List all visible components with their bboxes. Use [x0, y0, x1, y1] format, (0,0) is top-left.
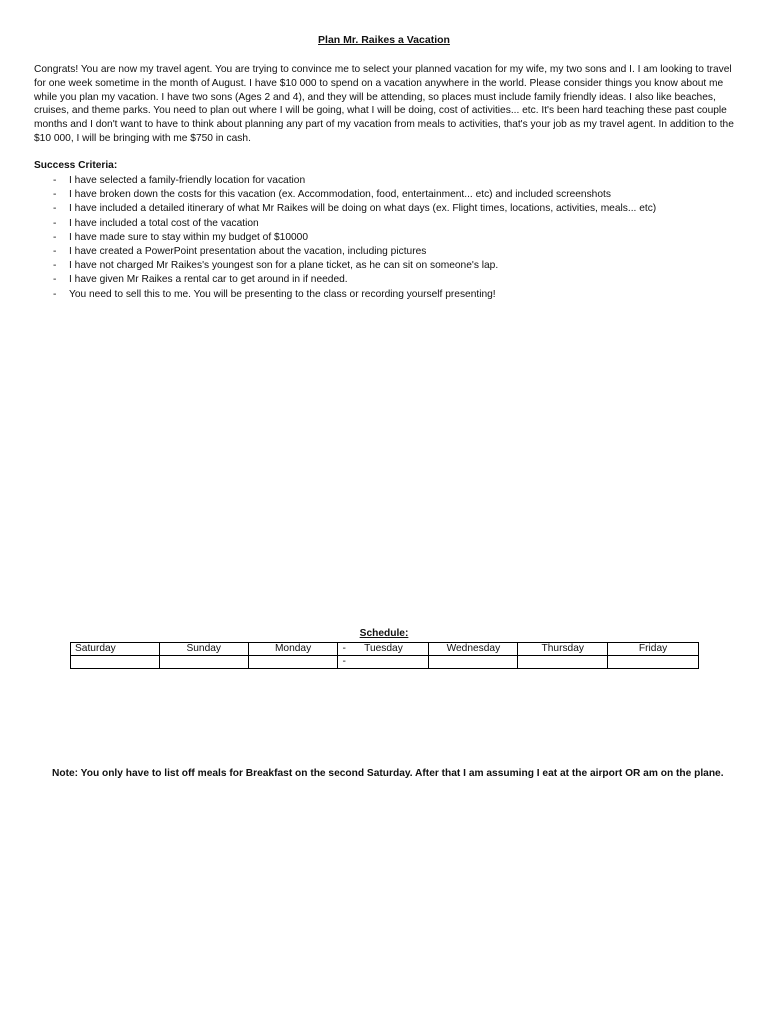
schedule-cell-thursday[interactable] — [518, 656, 608, 669]
list-item-text: You need to sell this to me. You will be presenting to the class or recording yourself presenting! — [69, 288, 496, 300]
list-item-text: I have created a PowerPoint presentation about the vacation, including pictures — [69, 246, 427, 258]
schedule-cell-friday[interactable] — [608, 656, 699, 669]
schedule-cell-tuesday[interactable] — [338, 656, 429, 669]
list-item-text: I have included a detailed itinerary of what Mr Raikes will be doing on what days (ex. Flight times, locations, activities, meals... etc) — [69, 203, 657, 215]
bullet-dash: - — [53, 203, 57, 215]
schedule-header-monday: Monday — [248, 643, 338, 656]
list-item — [34, 259, 656, 273]
list-item — [34, 174, 656, 188]
schedule-header-thursday: Thursday — [518, 643, 608, 656]
list-item-text: I have given Mr Raikes a rental car to get around in if needed. — [69, 274, 348, 286]
schedule-heading: Schedule: — [359, 628, 409, 639]
table-row — [71, 643, 699, 656]
bullet-dash: - — [53, 288, 57, 300]
list-item — [34, 188, 656, 202]
list-item — [34, 288, 656, 302]
list-item — [34, 273, 656, 287]
schedule-header-wednesday: Wednesday — [429, 643, 518, 656]
schedule-cell-sunday[interactable] — [159, 656, 248, 669]
bullet-dash: - — [53, 231, 57, 243]
list-item — [34, 231, 656, 245]
schedule-cell-monday[interactable] — [248, 656, 338, 669]
tuesday-label: Tuesday — [364, 643, 403, 654]
list-item-text: I have broken down the costs for this vacation (ex. Accommodation, food, entertainment... etc) and included screenshots — [69, 189, 611, 201]
list-item — [34, 202, 656, 216]
schedule-header-saturday: Saturday — [71, 643, 160, 656]
list-item-text: I have included a total cost of the vacation — [69, 217, 259, 229]
table-row — [71, 656, 699, 669]
list-item-text: I have made sure to stay within my budget of $10000 — [69, 231, 308, 243]
schedule-header-friday: Friday — [608, 643, 699, 656]
note-paragraph: Note: You only have to list off meals for Breakfast on the second Saturday. After that I am assuming I eat at the airport OR am on the plane. — [52, 768, 724, 779]
schedule-cell-wednesday[interactable] — [429, 656, 518, 669]
intro-paragraph: Congrats! You are now my travel agent. You are trying to convince me to select your planned vacation for my wife, my two sons and I. I am looking to travel for one week sometime in the month of August. I have $10 000 to spend on a vacation anywhere in the world. Please consider things you know about me while you plan my vacation. I have two sons (Ages 2 and 4), and they will be attending, so places must include family friendly ideas. I also like beaches, cruises, and theme parks. You need to plan out where I will be going, what I will be doing, cost of activities... etc. It's been hard teaching these past couple months and I don't want to have to think about planning any part of my vacation from meals to activities, that's your job as my travel agent. In addition to the $10 000, I will be bringing with me $750 in cash. — [34, 64, 734, 144]
bullet-dash: - — [53, 246, 57, 258]
success-criteria-heading: Success Criteria: — [34, 160, 118, 171]
list-item — [34, 217, 656, 231]
tuesday-dash: - — [342, 643, 346, 654]
list-item — [34, 245, 656, 259]
bullet-dash: - — [53, 217, 57, 229]
bullet-dash: - — [53, 274, 57, 286]
success-criteria-list — [34, 174, 656, 302]
bullet-dash: - — [53, 260, 57, 272]
schedule-header-tuesday — [338, 643, 429, 656]
bullet-dash: - — [53, 189, 57, 201]
bullet-dash: - — [53, 175, 57, 186]
schedule-header-sunday: Sunday — [159, 643, 248, 656]
schedule-table — [70, 642, 699, 669]
schedule-cell-saturday[interactable] — [71, 656, 160, 669]
list-item-text: I have not charged Mr Raikes's youngest son for a plane ticket, as he can sit on someone's lap. — [69, 260, 499, 272]
page-title: Plan Mr. Raikes a Vacation — [318, 34, 450, 46]
tuesday-cell-dash: - — [342, 656, 346, 667]
list-item-text: I have selected a family-friendly location for vacation — [69, 175, 306, 186]
